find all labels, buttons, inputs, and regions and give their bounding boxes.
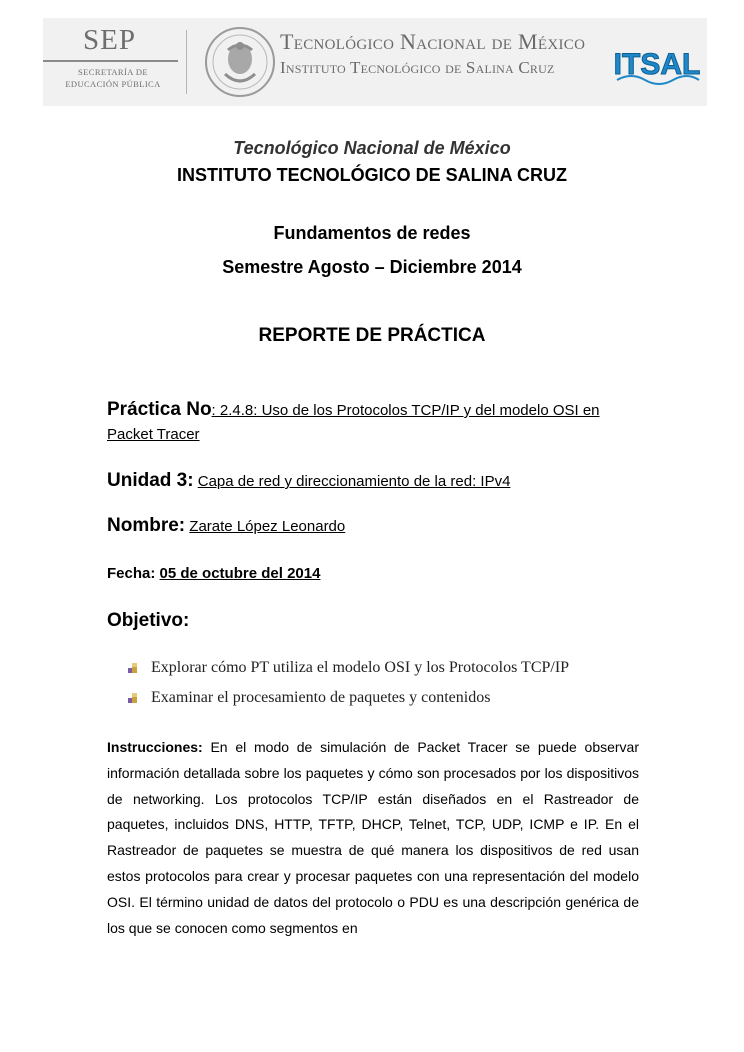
report-title: REPORTE DE PRÁCTICA xyxy=(258,325,486,346)
mexican-seal-icon xyxy=(203,22,277,102)
fecha-value: 05 de octubre del 2014 xyxy=(159,565,321,582)
unidad-value: Capa de red y direccionamiento de la red: IPv4 xyxy=(197,473,511,490)
unidad-label: Unidad 3: xyxy=(107,470,194,491)
instrucciones-text: En el modo de simulación de Packet Tracer se puede observar información detallada sobre los paquetes y cómo son procesados por los dispositivos de networking. Los protocolos TCP/IP están diseñados en el Rastreador de paquetes, incluidos DNS, HTTP, TFTP, DHCP, Telnet, TCP, UDP, ICMP e IP. En el Rastreador de paquetes se muestra de qué manera los dispositivos de red usan estos protocolos para crear y procesar paquetes con una representación del modelo OSI. El término unidad de datos del protocolo o PDU es una descripción genérica de los que se conocen como segmentos en xyxy=(107,739,640,936)
course-title: Fundamentos de redes xyxy=(273,223,471,243)
title-institute: INSTITUTO TECNOLÓGICO DE SALINA CRUZ xyxy=(177,165,567,185)
practica-field xyxy=(107,398,639,447)
nombre-field xyxy=(107,515,639,537)
title-tecnm: Tecnológico Nacional de México xyxy=(233,138,511,158)
sep-logo-word: SEP xyxy=(83,24,136,56)
banner-divider xyxy=(186,30,187,94)
unidad-field xyxy=(107,470,639,492)
instrucciones-label: Instrucciones: xyxy=(107,739,203,755)
header-banner xyxy=(43,18,707,106)
instrucciones-paragraph xyxy=(107,735,639,941)
bullet-icon xyxy=(128,693,138,703)
nombre-label: Nombre: xyxy=(107,515,186,536)
practica-label: Práctica No xyxy=(107,399,212,420)
sep-logo-rule xyxy=(43,60,178,62)
semester-title: Semestre Agosto – Diciembre 2014 xyxy=(222,257,522,277)
nombre-value: Zarate López Leonardo xyxy=(189,518,346,535)
objetivo-item-1: Explorar cómo PT utiliza el modelo OSI y los Protocolos TCP/IP xyxy=(151,659,570,676)
tecnm-header-line2: Instituto Tecnológico de Salina Cruz xyxy=(280,58,555,77)
tecnm-header-line1: Tecnológico Nacional de México xyxy=(280,29,586,54)
bullet-icon xyxy=(128,663,138,673)
fecha-label: Fecha: xyxy=(107,565,156,582)
itsal-logo xyxy=(611,32,703,92)
svg-text:ITSAL: ITSAL xyxy=(613,48,701,81)
fecha-field xyxy=(107,565,639,582)
practica-value: : 2.4.8: Uso de los Protocolos TCP/IP y del modelo OSI en Packet Tracer xyxy=(107,402,600,443)
sep-logo-subtitle: SECRETARÍA DE EDUCACIÓN PÚBLICA xyxy=(65,67,161,89)
objetivo-heading: Objetivo: xyxy=(107,610,190,631)
sep-logo xyxy=(43,18,183,106)
objetivo-item-2: Examinar el procesamiento de paquetes y contenidos xyxy=(151,689,491,706)
